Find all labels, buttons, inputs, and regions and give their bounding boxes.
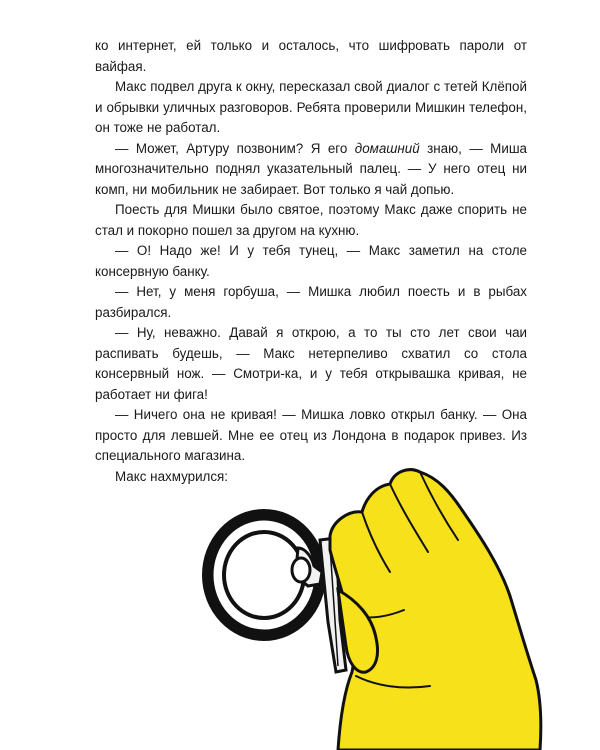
paragraph-text: — Может, Артуру позвоним? Я его xyxy=(115,140,355,156)
hand-holding-can-opener-illustration xyxy=(180,440,600,750)
emphasis-text: домашний xyxy=(354,140,420,156)
paragraph: Макс нахмурился: xyxy=(115,468,229,484)
paragraph-text: знаю, — Миша многозначительно поднял указательный палец. — У него отец ни комп, ни мобильник не забирает. Вот только я чай допью. xyxy=(95,140,528,197)
paragraph: Макс подвел друга к окну, пересказал свой диалог с тетей Клёпой и обрывки уличных разговоров. Ребята проверили Мишкин телефон, он тоже не работал. xyxy=(95,79,527,135)
paragraph: — О! Надо же! И у тебя тунец, — Макс заметил на столе консервную банку. xyxy=(95,243,527,279)
paragraph: ко интернет, ей только и осталось, что шифровать пароли от вайфая. xyxy=(95,38,527,74)
paragraph: — Нет, у меня горбуша, — Мишка любил поесть и в рыбах разбирался. xyxy=(95,284,527,320)
paragraph: — Ничего она не кривая! — Мишка ловко открыл банку. — Она просто для левшей. Мне ее отец из Лондона в подарок привез. Из специального магазина. xyxy=(95,407,527,463)
body-text xyxy=(95,36,527,487)
paragraph xyxy=(95,139,527,201)
can-opener-icon xyxy=(202,509,346,672)
hand-icon xyxy=(330,470,541,750)
opener-bolt xyxy=(292,558,310,582)
illustration xyxy=(180,440,600,750)
paragraph: — Ну, неважно. Давай я открою, а то ты сто лет свои чаи распивать будешь, — Макс нетерпеливо схватил со стола консервный нож. — Смотри-ка, и у тебя открывашка кривая, не работает ни фига! xyxy=(95,325,527,402)
paragraph: Поесть для Мишки было святое, поэтому Макс даже спорить не стал и покорно пошел за другом на кухню. xyxy=(95,202,527,238)
